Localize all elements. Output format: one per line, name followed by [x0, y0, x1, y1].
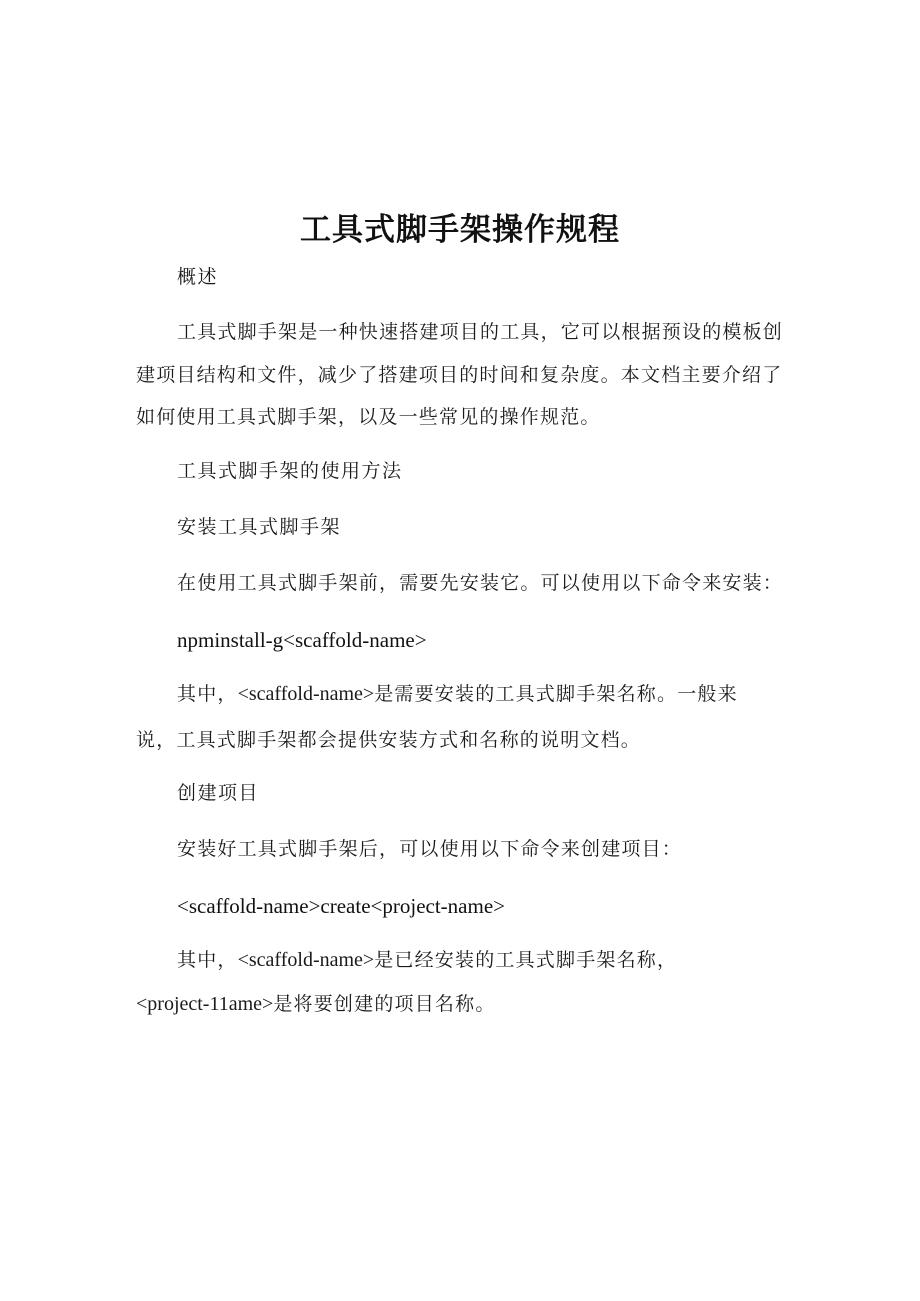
- install-note-code: <scaffold-name>: [237, 683, 375, 705]
- create-note-line-2: [136, 990, 496, 1018]
- overview-line-2: 建项目结构和文件，减少了搭建项目的时间和复杂度。本文档主要介绍了: [136, 364, 783, 386]
- create-intro: 安装好工具式脚手架后，可以使用以下命令来创建项目：: [177, 838, 683, 860]
- create-note-project-code: <project-11ame>: [136, 993, 274, 1015]
- create-note-line-1: [177, 946, 677, 974]
- install-note-prefix: 其中，: [177, 683, 238, 705]
- overview-line-3: 如何使用工具式脚手架，以及一些常见的操作规范。: [136, 406, 601, 428]
- usage-heading: 工具式脚手架的使用方法: [177, 460, 403, 482]
- install-note-suffix: 是需要安装的工具式脚手架名称。一般来: [374, 683, 738, 705]
- create-note-prefix: 其中，: [177, 949, 238, 971]
- install-note-line-2: 说，工具式脚手架都会提供安装方式和名称的说明文档。: [136, 729, 642, 751]
- create-note-line-2-suffix: 是将要创建的项目名称。: [273, 993, 496, 1015]
- create-note-code: <scaffold-name>: [237, 949, 375, 971]
- create-command: <scaffold-name>create<project-name>: [177, 894, 505, 918]
- overview-line-1: 工具式脚手架是一种快速搭建项目的工具，它可以根据预设的模板创: [177, 321, 784, 343]
- install-intro: 在使用工具式脚手架前，需要先安装它。可以使用以下命令来安装：: [177, 572, 784, 594]
- overview-heading: 概述: [177, 266, 219, 288]
- install-heading: 安装工具式脚手架: [177, 516, 342, 538]
- document-title: 工具式脚手架操作规程: [300, 212, 620, 248]
- install-command: npminstall-g<scaffold-name>: [177, 628, 427, 652]
- create-note-suffix: 是已经安装的工具式脚手架名称，: [374, 949, 678, 971]
- install-note-line-1: [177, 680, 738, 708]
- create-heading: 创建项目: [177, 782, 260, 804]
